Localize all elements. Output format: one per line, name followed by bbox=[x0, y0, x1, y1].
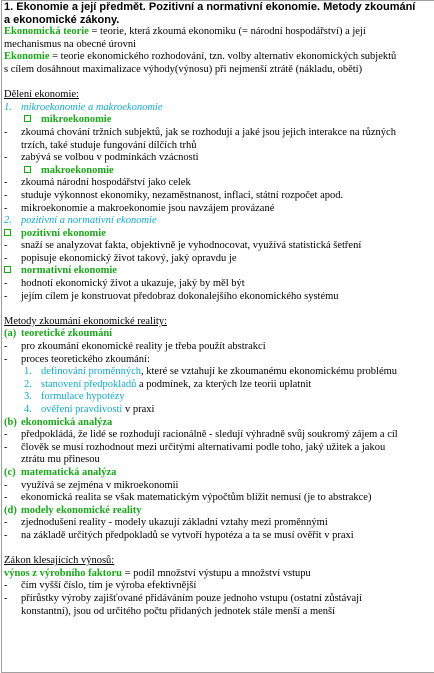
list-item: - mikroekonomie a makroekonomie jsou navzájem provázané bbox=[4, 202, 275, 214]
square-bullet-icon bbox=[24, 166, 31, 173]
definition-ekonomicka-teorie: Ekonomická teorie = teorie, která zkoumá ekonomiku (= národní hospodářství) a její bbox=[4, 26, 366, 38]
square-bullet-icon bbox=[24, 115, 31, 122]
section-heading-metody: Metody zkoumání ekonomické reality: bbox=[4, 315, 167, 327]
list-item: - předpokládá, že lidé se rozhodují racionálně - sledují výhradně svůj soukromý zájem a cíl bbox=[4, 429, 398, 441]
list-item: - proces teoretického zkoumání: bbox=[4, 353, 150, 365]
list-item: - hodnotí ekonomický život a ukazuje, jaký by měl být bbox=[4, 278, 245, 290]
list-item: - studuje výkonnost ekonomiky, nezaměstnanost, inflaci, státní rozpočet apod. bbox=[4, 189, 344, 201]
list-item: - snaží se analyzovat fakta, objektivně je vyhodnocovat, využívá statistická šetření bbox=[4, 240, 362, 252]
subheading-matematicka-analyza: (c) matematická analýza bbox=[4, 466, 117, 478]
list-item: - pro zkoumání ekonomické reality je třeba použít abstrakci bbox=[4, 341, 266, 353]
subheading-ekonomicka-analyza: (b) ekonomická analýza bbox=[4, 416, 113, 428]
subheading-teoreticke-zkoumani: (a) teoretické zkoumání bbox=[4, 328, 113, 340]
subheading-pozitivni-ekonomie: pozitivní ekonomie bbox=[4, 228, 434, 241]
list-item: - zkoumá národní hospodářství jako celek bbox=[4, 177, 191, 189]
square-bullet-icon bbox=[4, 266, 11, 273]
list-item: - zkoumá chování tržních subjektů, jak se rozhodují a jaké jsou jejich interakce na různých bbox=[4, 126, 396, 138]
numbered-item: 1. mikroekonomie a makroekonomie bbox=[4, 101, 163, 113]
step-item: 4. ověření pravdivosti v praxi bbox=[24, 404, 155, 415]
list-item: - ekonomická realita se však matematickým výpočtům blížit nemusí (je to abstrakce) bbox=[4, 492, 372, 504]
list-item: - jejím cílem je konstruovat předobraz dokonalejšího ekonomického systému bbox=[4, 290, 339, 302]
list-item: - využívá se zejména v mikroekonomii bbox=[4, 479, 179, 491]
numbered-item: 2. pozitivní a normativní ekonomie bbox=[4, 215, 157, 227]
section-heading-deleni: Dělení ekonomie: bbox=[4, 89, 79, 101]
square-bullet-icon bbox=[4, 229, 11, 236]
subheading-normativni-ekonomie: normativní ekonomie bbox=[4, 265, 434, 278]
step-item: 3. formulace hypotézy bbox=[24, 391, 125, 403]
document-page bbox=[1, 0, 434, 673]
list-item: - čím vyšší číslo, tím je výroba efektivnější bbox=[4, 580, 197, 592]
subheading-makroekonomie: makroekonomie bbox=[4, 165, 434, 178]
definition-vynos: výnos z výrobního faktoru = podíl množství výstupu a množství vstupu bbox=[4, 567, 311, 579]
list-item: - na základě určitých předpokladů se vytvoří hypotéza a ta se musí ověřit v praxi bbox=[4, 529, 354, 541]
subheading-mikroekonomie: mikroekonomie bbox=[4, 114, 434, 127]
document-content: 1. Ekonomie a její předmět. Pozitivní a normativní ekonomie. Metody zkoumání a ekonomické zákony. Ekonomická teorie = teorie, která zkoumá ekonomiku (= národní hospodářství) a její mechanismus na obecné úrovni Ekonomie = teorie ekonomického rozhodování, tzn. volby alternativ ekonomických subjektů s cílem dosáhnout maximalizace výhody(výnosu) při nejmenší ztrátě (nákladu, obětí) Dělení ekonomie: 1. mikroekonomie a makroekonomie mikroekonomie - zkoumá chování tržních subjektů, jak se rozhodují a jaké jsou jejich interakce na různých trzích, také studuje fungování dílčích trhů - zabývá se volbou v podmínkách vzácnosti makroekonomie - zkoumá národní hospodářství jako celek - studuje výkonnost ekonomiky, nezaměstnanost, inflaci, státní rozpočet apod. - mikroekonomie a makroekonomie jsou navzájem provázané 2. pozitivní a normativní ekonomie pozitivní ekonomie - snaží se analyzovat fakta, objektivně je vyhodnocovat, využívá statistická šetření - popisuje ekonomický život takový, jaký opravdu je normativní ekonomie - hodnotí ekonomický život a ukazuje, jaký by měl být - jejím cílem je konstruovat předobraz dokonalejšího ekonomického systému Metody zkoumání ekonomické reality: (a) teoretické zkoumání - pro zkoumání ekonomické reality je třeba použít abstrakci - proces teoretického zkoumání: 1. definování proměnných, které se vztahují ke zkoumanému ekonomickému problému 2. stanovení předpokladů a podmínek, za kterých lze teorii uplatnit 3. formulace hypotézy 4. ověření pravdivosti v praxi (b) ekonomická analýza - předpokládá, že lidé se rozhodují racionálně - sledují výhradně svůj soukromý zájem a cíl - člověk se musí rozhodnout mezi určitými alternativami podle toho, jaký užitek a jakou ztrátu mu přinesou (c) matematická analýza - využívá se zejména v mikroekonomii - ekonomická realita se však matematickým výpočtům blížit nemusí (je to abstrakce) (d) modely ekonomické reality - zjednodušení reality - modely ukazují základní vztahy mezi proměnnými - na základě určitých předpokladů se vytvoří hypotéza a ta se musí ověřit v praxi Zákon klesajících výnosů: výnos z výrobního faktoru = podíl množství výstupu a množství vstupu - čím vyšší číslo, tím je výroba efektivnější - přírůstky výroby zajišťované přidáváním pouze jednoho vstupu (ostatní zůstávají konstantní), jsou od určitého počtu přidaných jednotek stále menší a menší bbox=[4, 1, 434, 618]
subheading-modely-ekonomicke-reality: (d) modely ekonomické reality bbox=[4, 504, 142, 516]
section-heading-zakon: Zákon klesajících výnosů: bbox=[4, 555, 115, 567]
list-item: - zabývá se volbou v podmínkách vzácnosti bbox=[4, 152, 199, 164]
list-item: - popisuje ekonomický život takový, jaký opravdu je bbox=[4, 252, 237, 264]
list-item: - člověk se musí rozhodnout mezi určitými alternativami podle toho, jaký užitek a jakou bbox=[4, 441, 386, 453]
step-item: 2. stanovení předpokladů a podmínek, za kterých lze teorii uplatnit bbox=[24, 378, 312, 390]
step-item: 1. definování proměnných, které se vztahují ke zkoumanému ekonomickému problému bbox=[24, 366, 398, 378]
document-title: 1. Ekonomie a její předmět. Pozitivní a normativní ekonomie. Metody zkoumání a ekonomické zákony. bbox=[4, 1, 416, 26]
list-item: - zjednodušení reality - modely ukazují základní vztahy mezi proměnnými bbox=[4, 517, 328, 529]
definition-ekonomie: Ekonomie = teorie ekonomického rozhodování, tzn. volby alternativ ekonomických subjektů bbox=[4, 51, 397, 63]
list-item: - přírůstky výroby zajišťované přidáváním pouze jednoho vstupu (ostatní zůstávají bbox=[4, 592, 362, 604]
